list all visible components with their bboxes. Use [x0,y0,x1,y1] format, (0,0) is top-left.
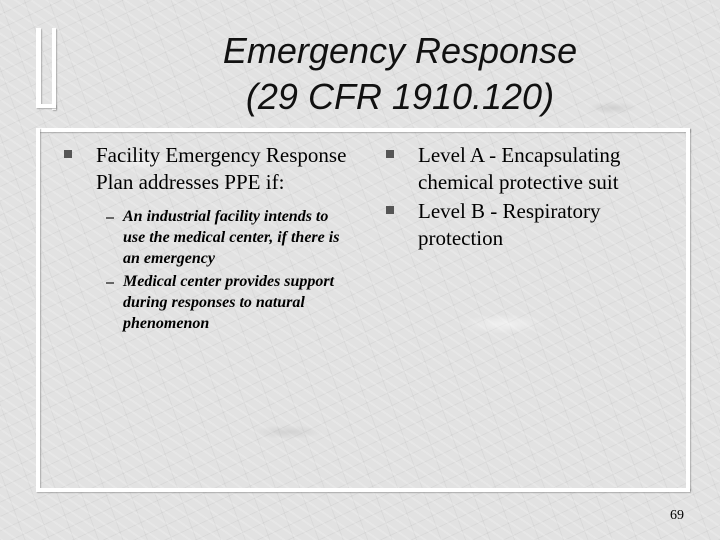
bullet-text: Facility Emergency Response Plan addresses PPE if: [96,143,347,194]
frame-bar-top-left-horizontal [36,104,56,108]
frame-bar-left-vertical [36,128,40,490]
square-bullet-icon [64,150,72,158]
bullet-item [386,198,676,252]
dash-bullet-icon [106,217,114,219]
bullet-text: Level B - Respiratory protection [418,199,601,250]
bullet-item [64,142,374,196]
square-bullet-icon [386,206,394,214]
sub-bullet-text: Medical center provides support during responses to natural phenomenon [123,273,335,332]
slide-title-line1: Emergency Response [222,30,578,71]
dash-bullet-icon [106,282,114,284]
sub-bullet-item [106,206,374,269]
page-number: 69 [670,508,684,523]
sub-bullet-text: An industrial facility intends to use the medical center, if there is an emergency [123,208,340,267]
slide-title [120,28,680,120]
bullet-item [386,142,676,196]
frame-bar-bottom-horizontal [36,488,690,492]
slide-title-line2: (29 CFR 1910.120) [245,76,555,117]
sub-bullet-item [106,271,374,334]
left-column [64,142,374,334]
right-column [386,142,676,252]
bullet-text: Level A - Encapsulating chemical protective suit [418,143,621,194]
frame-bar-top-left-vertical [36,28,41,106]
frame-bar-top-left-vertical-inner [52,28,56,110]
square-bullet-icon [386,150,394,158]
frame-bar-right-vertical [686,128,690,490]
frame-bar-top-horizontal [36,128,690,132]
